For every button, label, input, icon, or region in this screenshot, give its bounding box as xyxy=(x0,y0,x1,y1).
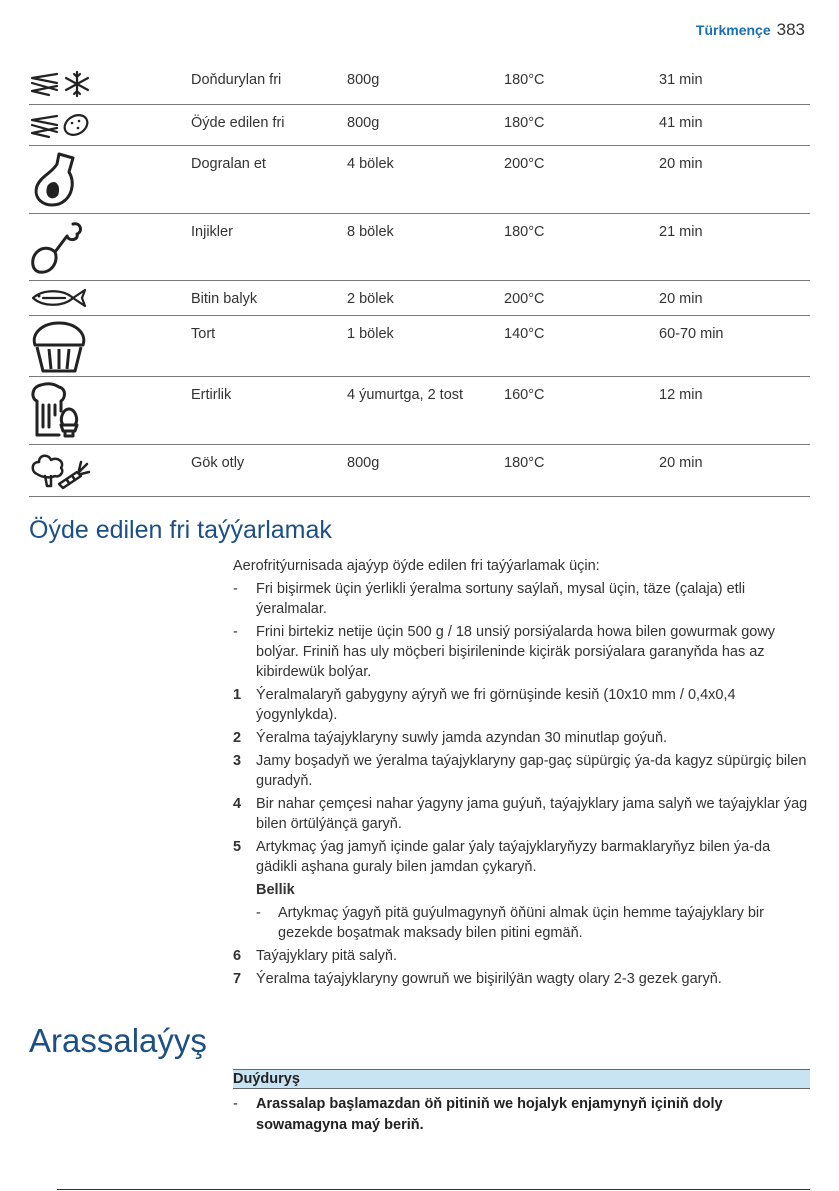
food-temperature: 180°C xyxy=(504,114,545,131)
list-item: - Frini birtekiz netije üçin 500 g / 18 unsiý porsiýalarda howa bilen gowurmak gowy bolýar. Friniň has uly möçberi bişirileninde kiçiräk porsiýalara garanyňda has az kibirdewük bolýar. xyxy=(233,624,776,680)
warning-item: - Arassalap başlamazdan öň pitiniň we hojalyk enjamynyň içiniň doly sowamagyna maý beriň. xyxy=(233,1094,803,1136)
step-text: Ýeralma taýajyklaryny suwly jamda azyndan 30 minutlap goýuň. xyxy=(256,730,668,746)
fish-icon xyxy=(29,287,191,309)
table-row xyxy=(29,213,810,280)
food-amount: 4 bölek xyxy=(347,155,394,172)
table-row xyxy=(29,104,810,145)
step-number: 5 xyxy=(233,839,242,855)
meat-icon xyxy=(29,150,191,210)
step-item xyxy=(233,794,813,834)
footer-divider xyxy=(57,1189,810,1190)
section-title-homemade-fries: Öýde edilen fri taýýarlamak xyxy=(29,516,332,544)
food-time: 20 min xyxy=(659,454,703,471)
muffin-icon xyxy=(29,319,191,375)
food-amount: 8 bölek xyxy=(347,223,394,240)
food-amount: 800g xyxy=(347,454,380,471)
food-temperature: 180°C xyxy=(504,454,545,471)
food-temperature: 180°C xyxy=(504,72,545,88)
food-temperature: 200°C xyxy=(504,155,545,172)
step-item xyxy=(233,728,813,748)
breakfast-icon xyxy=(29,381,191,439)
food-amount: 4 ýumurtga, 2 tost xyxy=(347,386,464,403)
food-temperature: 200°C xyxy=(504,290,545,307)
food-amount: 800g xyxy=(347,72,380,88)
food-amount: 1 bölek xyxy=(347,325,394,342)
food-name: Bitin balyk xyxy=(191,290,258,307)
frozen-fries-icon xyxy=(29,69,191,99)
food-temperature: 160°C xyxy=(504,386,545,403)
food-name: Injikler xyxy=(191,223,233,240)
food-name: Gök otly xyxy=(191,454,245,471)
table-row xyxy=(29,280,810,315)
table-row xyxy=(29,376,810,444)
food-time: 31 min xyxy=(659,72,703,88)
warning-label: Duýduryş xyxy=(233,1071,300,1087)
food-temperature: 180°C xyxy=(504,223,545,240)
drumstick-icon xyxy=(29,218,191,278)
section-title-cleaning: Arassalaýyş xyxy=(29,1022,207,1059)
table-row xyxy=(29,444,810,496)
table-row xyxy=(29,145,810,213)
cooking-table xyxy=(29,62,810,497)
food-name: Öýde edilen fri xyxy=(191,114,285,131)
list-item: - Fri bişirmek üçin ýerlikli ýeralma sortuny saýlaň, mysal üçin, täze (çalaja) etli ýeralmalar. xyxy=(233,581,746,617)
food-time: 41 min xyxy=(659,114,703,131)
table-row xyxy=(29,62,810,104)
step-number: 1 xyxy=(233,687,242,703)
step-text: Artykmaç ýag jamyň içinde galar ýaly taýajyklaryňyzy barmaklaryňyz bilen ýa-da gädikli aşhana guraly bilen jamdan çykaryň. xyxy=(256,839,771,875)
step-text: Ýeralma taýajyklaryny gowruň we bişirilýän wagty olary 2-3 gezek garyň. xyxy=(256,971,722,987)
language-label: Türkmençe xyxy=(695,22,771,38)
step-text: Jamy boşadyň we ýeralma taýajyklaryny gap-gaç süpürgiç ýa-da kagyz süpürgiç bilen guradyň. xyxy=(256,753,807,789)
food-time: 20 min xyxy=(659,155,703,172)
vegetables-icon xyxy=(29,450,191,490)
bullet-text: Frini birtekiz netije üçin 500 g / 18 unsiý porsiýalarda howa bilen gowurmak gowy bolýar. Friniň has uly möçberi bişirileninde kiçiräk porsiýalara garanyňda has az kibirdewük bolýar. xyxy=(256,624,776,680)
step-item xyxy=(233,685,813,725)
step-number: 2 xyxy=(233,730,242,746)
food-time: 20 min xyxy=(659,290,703,307)
food-time: 12 min xyxy=(659,386,703,403)
step-item xyxy=(233,751,813,791)
table-row xyxy=(29,315,810,376)
intro-text: Aerofritýurnisada ajaýyp öýde edilen fri taýýarlamak üçin: xyxy=(233,558,600,574)
step-number: 6 xyxy=(233,948,242,964)
food-name: Ertirlik xyxy=(191,386,232,403)
step-item xyxy=(233,837,813,877)
homemade-fries-icon xyxy=(29,110,191,140)
food-time: 60-70 min xyxy=(659,325,724,342)
bullet-text: Fri bişirmek üçin ýerlikli ýeralma sortuny saýlaň, mysal üçin, täze (çalaja) etli ýeralmalar. xyxy=(256,581,746,617)
page-number: 383 xyxy=(776,20,805,39)
food-time: 21 min xyxy=(659,223,703,240)
food-amount: 2 bölek xyxy=(347,290,394,307)
warning-bar xyxy=(233,1069,810,1089)
step-item xyxy=(233,969,813,989)
step-text: Ýeralmalaryň gabygyny aýryň we fri görnüşinde kesiň (10x10 mm / 0,4x0,4 ýogynlykda). xyxy=(256,687,736,723)
instructions xyxy=(233,556,813,992)
note-text: Artykmaç ýagyň pitä guýulmagynyň öňüni almak üçin hemme taýajyklary bir gezekde boşatmak maksady bilen pitini egmäň. xyxy=(278,905,764,941)
step-item xyxy=(233,946,813,966)
food-name: Doňdurylan fri xyxy=(191,72,282,88)
step-number: 4 xyxy=(233,796,242,812)
page-header xyxy=(696,20,805,40)
note-item: - Artykmaç ýagyň pitä guýulmagynyň öňüni almak üçin hemme taýajyklary bir gezekde boşatmak maksady bilen pitini egmäň. xyxy=(256,905,764,941)
food-name: Dogralan et xyxy=(191,155,266,172)
food-amount: 800g xyxy=(347,114,380,131)
step-text: Taýajyklary pitä salyň. xyxy=(256,948,398,964)
warning-text: Arassalap başlamazdan öň pitiniň we hojalyk enjamynyň içiniň doly sowamagyna maý beriň. xyxy=(256,1096,723,1133)
step-text: Bir nahar çemçesi nahar ýagyny jama guýuň, taýajyklary jama salyň we taýajyklar ýag bilen örtülýänçä garyň. xyxy=(256,796,808,832)
food-temperature: 140°C xyxy=(504,325,545,342)
step-number: 3 xyxy=(233,753,242,769)
food-name: Tort xyxy=(191,325,216,342)
step-number: 7 xyxy=(233,971,242,987)
note-title: Bellik xyxy=(256,882,295,898)
